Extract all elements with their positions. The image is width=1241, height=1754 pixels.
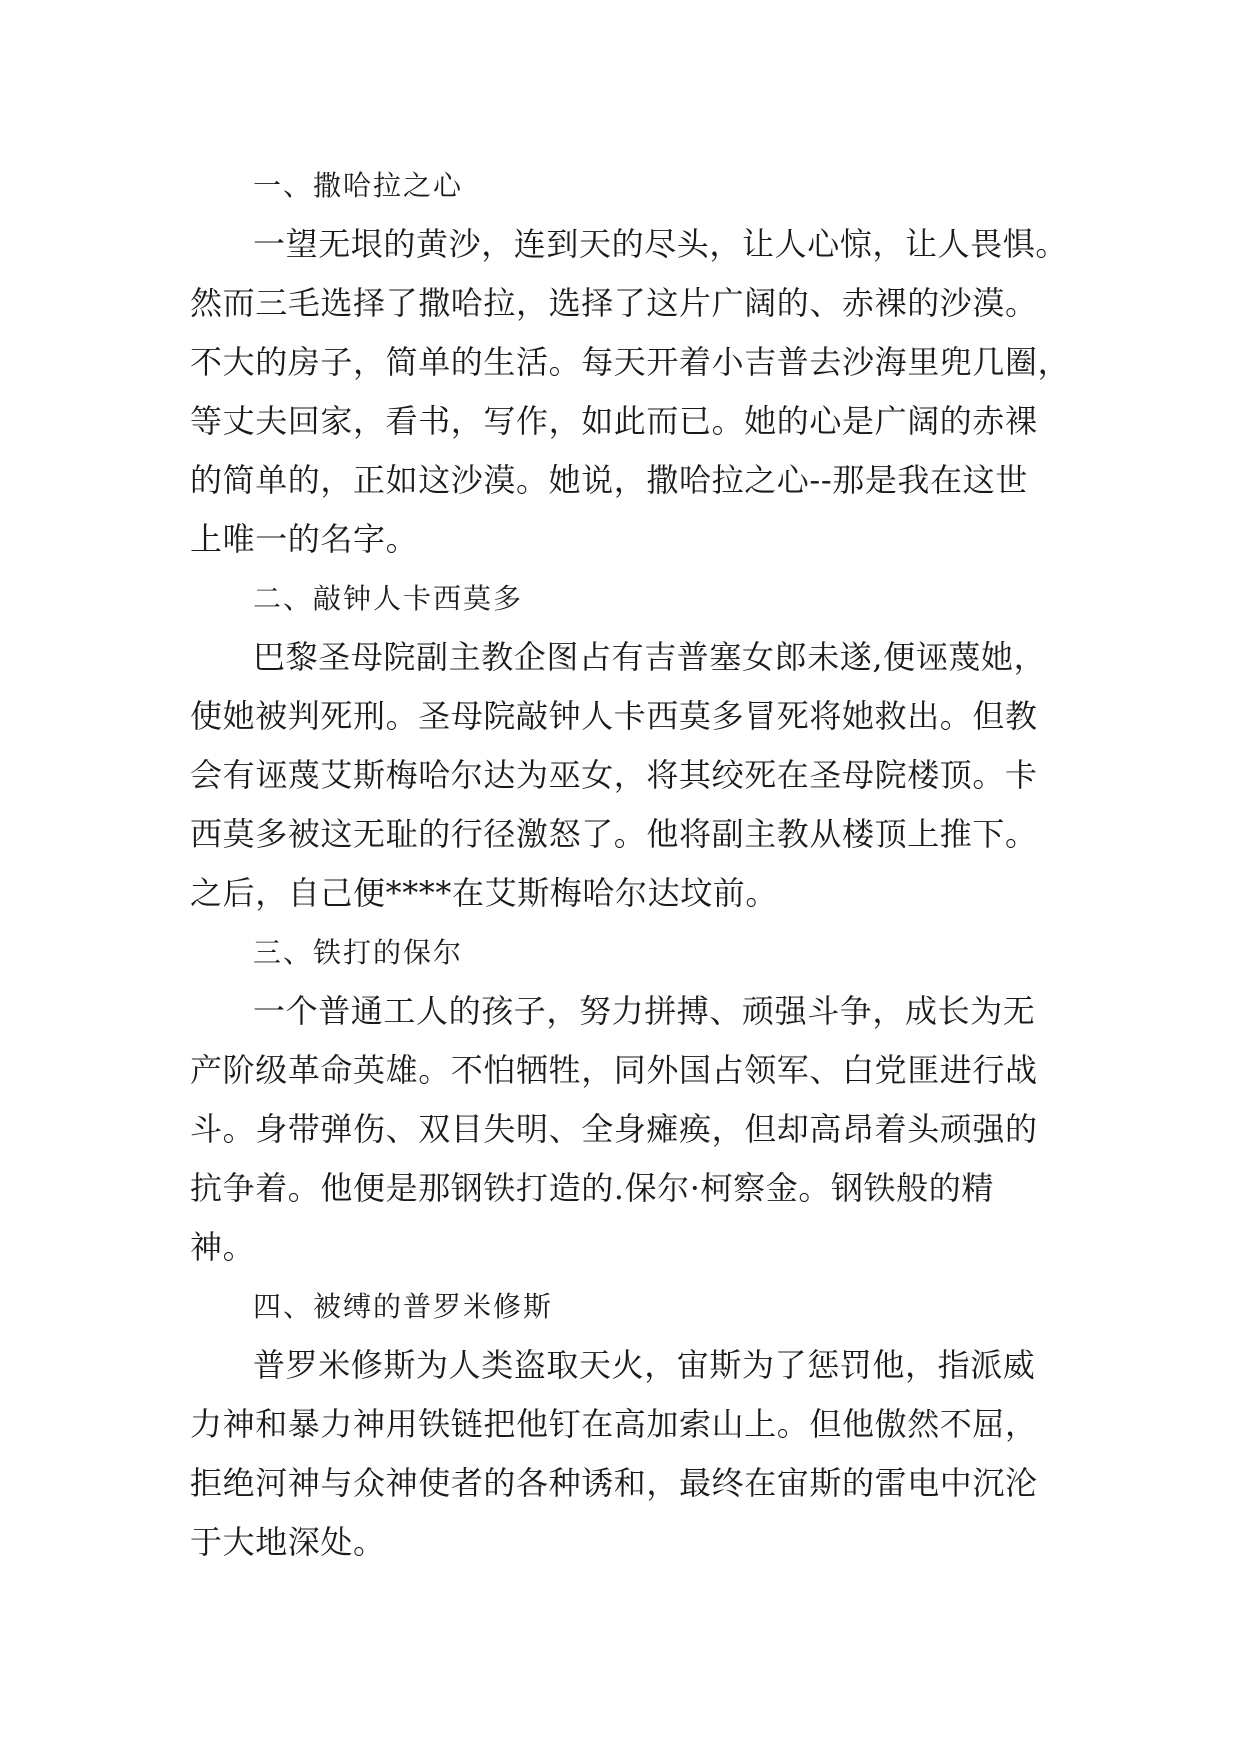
paragraph-line: 不大的房子，简单的生活。每天开着小吉普去沙海里兜几圈， [190, 343, 1071, 381]
section-heading: 三、铁打的保尔 [253, 936, 464, 969]
paragraph-line: 拒绝河神与众神使者的各种诱和，最终在宙斯的雷电中沉沦 [190, 1464, 1038, 1502]
paragraph-line: 的简单的，正如这沙漠。她说，撒哈拉之心--那是我在这世 [190, 461, 1028, 499]
paragraph-line: 普罗米修斯为人类盗取天火，宙斯为了惩罚他，指派威 [253, 1346, 1036, 1384]
section-sahara-heart [190, 156, 1070, 569]
paragraph-line: 一望无垠的黄沙，连到天的尽头，让人心惊，让人畏惧。 [253, 225, 1069, 263]
paragraph-line: 之后，自己便****在艾斯梅哈尔达坟前。 [190, 874, 779, 912]
section-pavel [190, 923, 1070, 1277]
paragraph-line: 神。 [190, 1228, 256, 1266]
paragraph-line: 一个普通工人的孩子，努力拼搏、顽强斗争，成长为无 [253, 992, 1036, 1030]
paragraph-line: 于大地深处。 [190, 1523, 386, 1561]
paragraph-line: 西莫多被这无耻的行径激怒了。他将副主教从楼顶上推下。 [190, 815, 1038, 853]
paragraph-line: 力神和暴力神用铁链把他钉在高加索山上。但他傲然不屈， [190, 1405, 1038, 1443]
paragraph-line: 然而三毛选择了撒哈拉，选择了这片广阔的、赤裸的沙漠。 [190, 284, 1038, 322]
section-heading: 二、敲钟人卡西莫多 [253, 582, 524, 615]
paragraph-line: 会有诬蔑艾斯梅哈尔达为巫女，将其绞死在圣母院楼顶。卡 [190, 756, 1038, 794]
paragraph-line: 斗。身带弹伤、双目失明、全身瘫痪，但却高昂着头顽强的 [190, 1110, 1038, 1148]
section-heading: 四、被缚的普罗米修斯 [253, 1290, 554, 1323]
paragraph-line: 抗争着。他便是那钢铁打造的.保尔·柯察金。钢铁般的精 [190, 1169, 994, 1207]
paragraph-line: 巴黎圣母院副主教企图占有吉普塞女郎未遂,便诬蔑她， [253, 638, 1047, 676]
paragraph-line: 使她被判死刑。圣母院敲钟人卡西莫多冒死将她救出。但教 [190, 697, 1038, 735]
paragraph-line: 产阶级革命英雄。不怕牺牲，同外国占领军、白党匪进行战 [190, 1051, 1038, 1089]
paragraph-line: 上唯一的名字。 [190, 520, 419, 558]
section-quasimodo [190, 569, 1070, 923]
document-body [190, 156, 1070, 1572]
section-heading: 一、撒哈拉之心 [253, 169, 464, 202]
section-prometheus [190, 1277, 1070, 1572]
paragraph-line: 等丈夫回家，看书，写作，如此而已。她的心是广阔的赤裸 [190, 402, 1038, 440]
